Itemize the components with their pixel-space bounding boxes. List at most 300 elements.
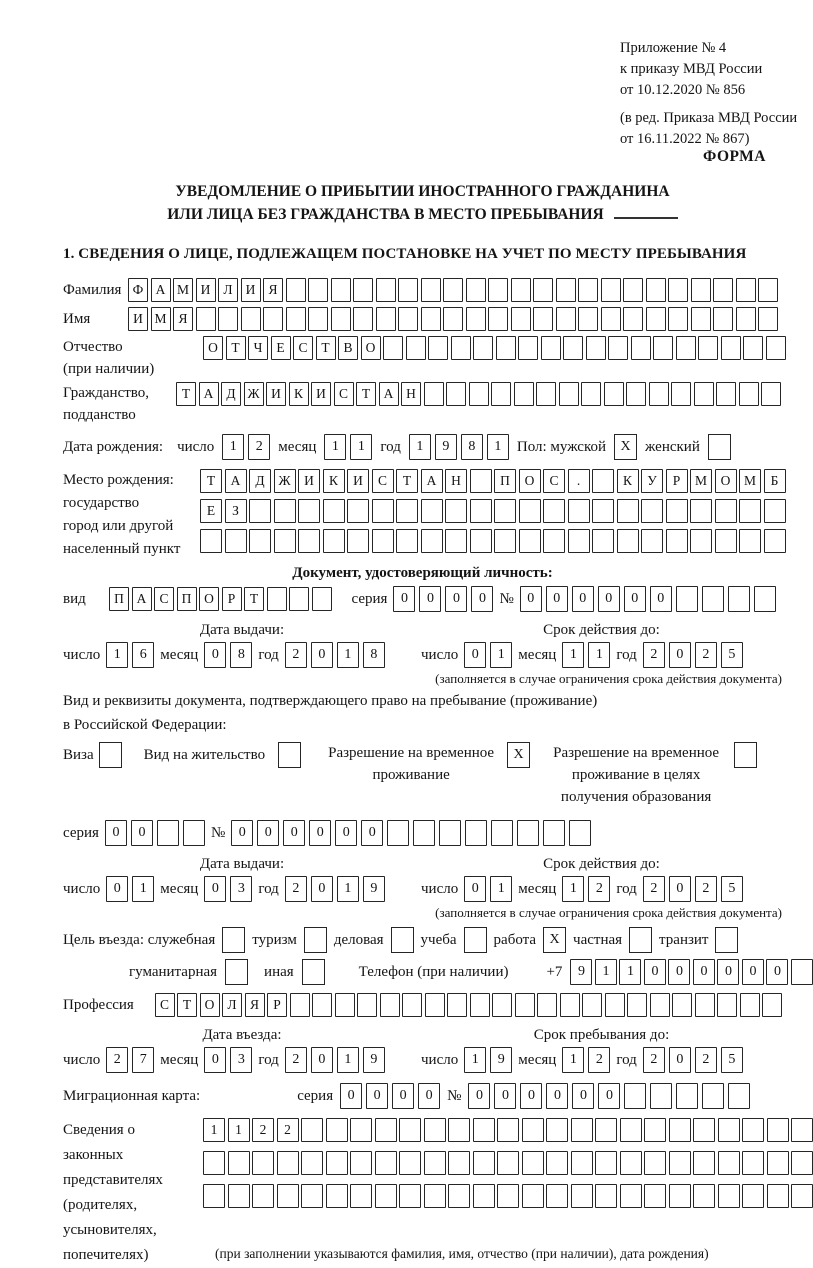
char-cell: 2: [643, 876, 665, 902]
residence-permit-label: Вид на жительство: [143, 746, 266, 763]
char-cell: 3: [230, 1047, 252, 1073]
entry-date-col: [63, 1027, 421, 1073]
year-label: год: [258, 880, 279, 897]
char-cell: 0: [335, 820, 357, 846]
profession-row: [63, 993, 782, 1017]
char-cell: О: [199, 587, 219, 611]
char-cell: [519, 529, 541, 553]
char-cell: 0: [393, 586, 415, 612]
char-cell: [298, 499, 320, 523]
char-cell: 1: [228, 1118, 250, 1142]
char-cell: [694, 382, 714, 406]
purpose-humanitarian-label: гуманитарная: [129, 963, 218, 980]
char-cell: 0: [361, 820, 383, 846]
char-cell: [595, 1118, 617, 1142]
surname-cells: [128, 278, 778, 302]
permit-valid-col: [421, 856, 782, 902]
char-cell: [511, 278, 531, 302]
char-cell: [556, 307, 576, 331]
char-cell: [357, 993, 377, 1017]
char-cell: [728, 1083, 750, 1109]
day-label: число: [421, 880, 459, 897]
char-cell: [312, 587, 332, 611]
char-cell: [546, 1118, 568, 1142]
char-cell: Д: [221, 382, 241, 406]
char-cell: 3: [230, 876, 252, 902]
year-label: год: [380, 438, 401, 455]
char-cell: [387, 820, 409, 846]
char-cell: [742, 1151, 764, 1175]
char-cell: [617, 499, 639, 523]
char-cell: [448, 1118, 470, 1142]
char-cell: Я: [173, 307, 193, 331]
char-cell: [228, 1184, 250, 1208]
char-cell: Я: [263, 278, 283, 302]
char-cell: О: [203, 336, 223, 360]
char-cell: [581, 382, 601, 406]
purpose-other-label: иная: [264, 963, 294, 980]
right-doc-line2: в Российской Федерации:: [63, 717, 227, 733]
purpose-official-checkbox: [222, 927, 245, 953]
valid-until-header: Срок действия до:: [543, 856, 660, 872]
char-cell: 2: [695, 642, 717, 668]
visa-option: [63, 742, 122, 768]
char-cell: И: [196, 278, 216, 302]
char-cell: Р: [267, 993, 287, 1017]
char-cell: [514, 382, 534, 406]
char-cell: [421, 307, 441, 331]
char-cell: [698, 336, 718, 360]
permit-issue-col: [63, 856, 421, 902]
char-cell: [758, 278, 778, 302]
sex-male-label: Пол: мужской: [516, 438, 607, 455]
char-cell: [515, 993, 535, 1017]
entry-date-header: Дата въезда:: [202, 1027, 282, 1043]
char-cell: П: [177, 587, 197, 611]
char-cell: [592, 499, 614, 523]
char-cell: [323, 529, 345, 553]
permit-type-row: [63, 742, 782, 808]
char-cell: [646, 278, 666, 302]
entry-dates-block: [63, 1027, 782, 1073]
name-row: [63, 307, 782, 331]
char-cell: 1: [409, 434, 431, 460]
year-label: год: [616, 646, 637, 663]
char-cell: [601, 307, 621, 331]
char-cell: Т: [226, 336, 246, 360]
visa-label: Виза: [63, 746, 94, 763]
temp-residence-edu-checkbox: [734, 742, 757, 768]
char-cell: 2: [277, 1118, 299, 1142]
char-cell: О: [361, 336, 381, 360]
char-cell: [522, 1118, 544, 1142]
char-cell: Ч: [248, 336, 268, 360]
char-cell: 0: [464, 642, 486, 668]
char-cell: И: [266, 382, 286, 406]
char-cell: [604, 382, 624, 406]
char-cell: [718, 1184, 740, 1208]
char-cell: С: [334, 382, 354, 406]
char-cell: [669, 1151, 691, 1175]
char-cell: [447, 993, 467, 1017]
char-cell: О: [200, 993, 220, 1017]
char-cell: [518, 336, 538, 360]
char-cell: [376, 307, 396, 331]
birth-date-label: Дата рождения:: [63, 438, 164, 455]
char-cell: 0: [418, 1083, 440, 1109]
char-cell: 2: [695, 1047, 717, 1073]
char-cell: 0: [204, 876, 226, 902]
char-cell: [791, 1118, 813, 1142]
purpose-private-checkbox: [629, 927, 652, 953]
char-cell: 1: [487, 434, 509, 460]
birth-place-cells-1: [200, 469, 786, 493]
series-label: серия: [297, 1087, 334, 1104]
char-cell: [277, 1151, 299, 1175]
char-cell: В: [338, 336, 358, 360]
char-cell: [693, 1151, 715, 1175]
char-cell: [335, 993, 355, 1017]
char-cell: [380, 993, 400, 1017]
permit-dates-block: [63, 856, 782, 902]
char-cell: П: [109, 587, 129, 611]
char-cell: Т: [396, 469, 418, 493]
phone-prefix: +7: [546, 963, 563, 980]
char-cell: 2: [643, 1047, 665, 1073]
representatives-cells-col: [203, 1118, 813, 1208]
form-title-line1: УВЕДОМЛЕНИЕ О ПРИБЫТИИ ИНОСТРАННОГО ГРАЖДАНИНА: [175, 183, 670, 200]
char-cell: [536, 382, 556, 406]
char-cell: 0: [392, 1083, 414, 1109]
day-label: число: [421, 646, 459, 663]
char-cell: [228, 1151, 250, 1175]
month-label: месяц: [160, 646, 199, 663]
permit-number-cells: [231, 820, 591, 846]
char-cell: [466, 278, 486, 302]
char-cell: Н: [401, 382, 421, 406]
char-cell: А: [199, 382, 219, 406]
phone-label: Телефон (при наличии): [358, 963, 509, 980]
id-issue-col: [63, 622, 421, 668]
char-cell: [488, 307, 508, 331]
id-kind-cells: [109, 587, 332, 611]
char-cell: 0: [445, 586, 467, 612]
representatives-note: (при заполнении указываются фамилия, имя, отчество (при наличии), дата рождения): [215, 1246, 709, 1261]
char-cell: [470, 529, 492, 553]
char-cell: 0: [572, 586, 594, 612]
profession-label: Профессия: [63, 996, 134, 1013]
day-label: число: [63, 1051, 101, 1068]
char-cell: [183, 820, 205, 846]
char-cell: [533, 307, 553, 331]
char-cell: 0: [204, 642, 226, 668]
char-cell: 2: [248, 434, 270, 460]
char-cell: [620, 1151, 642, 1175]
char-cell: [196, 307, 216, 331]
char-cell: [249, 499, 271, 523]
appendix-block: [620, 38, 797, 150]
char-cell: [543, 529, 565, 553]
birth-place-block: [63, 469, 782, 561]
char-cell: [375, 1184, 397, 1208]
representatives-cells-3: [203, 1184, 813, 1208]
char-cell: [466, 307, 486, 331]
char-cell: [559, 382, 579, 406]
visa-checkbox: [99, 742, 122, 768]
char-cell: [715, 529, 737, 553]
char-cell: [569, 820, 591, 846]
char-cell: [791, 959, 813, 985]
char-cell: [383, 336, 403, 360]
char-cell: [203, 1151, 225, 1175]
char-cell: [326, 1118, 348, 1142]
purpose-row-1: [63, 927, 782, 953]
char-cell: [326, 1184, 348, 1208]
char-cell: 1: [337, 642, 359, 668]
char-cell: [323, 499, 345, 523]
char-cell: 5: [721, 642, 743, 668]
char-cell: [758, 307, 778, 331]
char-cell: 0: [471, 586, 493, 612]
char-cell: [353, 307, 373, 331]
day-label: число: [63, 646, 101, 663]
surname-row: [63, 278, 782, 302]
char-cell: 0: [669, 1047, 691, 1073]
entry-day-cells: [106, 1047, 154, 1073]
stay-until-col: [421, 1027, 782, 1073]
char-cell: 0: [257, 820, 279, 846]
char-cell: [595, 1151, 617, 1175]
char-cell: 2: [106, 1047, 128, 1073]
char-cell: 2: [643, 642, 665, 668]
stay-month-cells: [562, 1047, 610, 1073]
char-cell: [690, 529, 712, 553]
char-cell: 8: [363, 642, 385, 668]
char-cell: 0: [572, 1083, 594, 1109]
char-cell: 1: [106, 642, 128, 668]
char-cell: 5: [721, 876, 743, 902]
char-cell: С: [543, 469, 565, 493]
char-cell: О: [519, 469, 541, 493]
char-cell: 0: [520, 1083, 542, 1109]
permit-series-row: [63, 820, 782, 846]
char-cell: 6: [132, 642, 154, 668]
char-cell: [695, 993, 715, 1017]
char-cell: 0: [105, 820, 127, 846]
profession-cells: [155, 993, 783, 1017]
char-cell: Р: [222, 587, 242, 611]
char-cell: [693, 1118, 715, 1142]
purpose-tourism-label: туризм: [252, 931, 297, 948]
char-cell: [754, 586, 776, 612]
char-cell: 0: [598, 586, 620, 612]
char-cell: [571, 1184, 593, 1208]
day-label: число: [421, 1051, 459, 1068]
id-issue-day-cells: [106, 642, 154, 668]
char-cell: 5: [721, 1047, 743, 1073]
char-cell: [608, 336, 628, 360]
char-cell: [249, 529, 271, 553]
char-cell: [446, 382, 466, 406]
char-cell: [764, 529, 786, 553]
char-cell: Т: [176, 382, 196, 406]
char-cell: [522, 1184, 544, 1208]
char-cell: 0: [717, 959, 739, 985]
char-cell: 1: [490, 642, 512, 668]
id-number-cells: [520, 586, 776, 612]
residence-permit-checkbox: [278, 742, 301, 768]
appendix-line: от 10.12.2020 № 856: [620, 82, 746, 98]
purpose-work-checkbox: X: [543, 927, 566, 953]
char-cell: 9: [570, 959, 592, 985]
purpose-study-checkbox: [464, 927, 487, 953]
char-cell: [644, 1184, 666, 1208]
char-cell: И: [241, 278, 261, 302]
citizenship-label: Гражданство, подданство: [63, 385, 150, 423]
char-cell: [469, 382, 489, 406]
char-cell: [494, 499, 516, 523]
char-cell: [448, 1184, 470, 1208]
char-cell: З: [225, 499, 247, 523]
char-cell: [399, 1118, 421, 1142]
char-cell: 0: [693, 959, 715, 985]
residence-permit-option: [144, 742, 301, 768]
char-cell: [672, 993, 692, 1017]
char-cell: [617, 529, 639, 553]
char-cell: И: [128, 307, 148, 331]
char-cell: 0: [283, 820, 305, 846]
right-doc-line1: Вид и реквизиты документа, подтверждающего право на пребывание (проживание): [63, 693, 598, 709]
entry-month-cells: [204, 1047, 252, 1073]
char-cell: К: [289, 382, 309, 406]
char-cell: 2: [285, 876, 307, 902]
char-cell: [347, 499, 369, 523]
char-cell: [718, 1118, 740, 1142]
char-cell: 0: [231, 820, 253, 846]
purpose-business-label: деловая: [333, 931, 384, 948]
name-label: Имя: [63, 310, 91, 327]
char-cell: [668, 278, 688, 302]
char-cell: 0: [309, 820, 331, 846]
form-title-line2: ИЛИ ЛИЦА БЕЗ ГРАЖДАНСТВА В МЕСТО ПРЕБЫВАНИЯ: [63, 203, 782, 226]
name-cells: [128, 307, 778, 331]
char-cell: [494, 529, 516, 553]
permit-issue-year-cells: [285, 876, 385, 902]
mc-number-cells: [468, 1083, 750, 1109]
char-cell: [739, 499, 761, 523]
char-cell: 0: [546, 586, 568, 612]
birth-place-cells-col: [200, 469, 786, 553]
char-cell: [200, 529, 222, 553]
char-cell: 1: [562, 1047, 584, 1073]
char-cell: [445, 499, 467, 523]
char-cell: [263, 307, 283, 331]
char-cell: [626, 382, 646, 406]
char-cell: [641, 499, 663, 523]
char-cell: [497, 1184, 519, 1208]
char-cell: [743, 336, 763, 360]
char-cell: [568, 529, 590, 553]
char-cell: Е: [271, 336, 291, 360]
purpose-study-label: учеба: [420, 931, 457, 948]
char-cell: [350, 1118, 372, 1142]
char-cell: 0: [669, 642, 691, 668]
char-cell: [669, 1118, 691, 1142]
year-label: год: [616, 1051, 637, 1068]
char-cell: 2: [588, 1047, 610, 1073]
citizenship-cells: [176, 382, 781, 406]
char-cell: [676, 1083, 698, 1109]
char-cell: 8: [461, 434, 483, 460]
char-cell: 9: [363, 1047, 385, 1073]
char-cell: [764, 499, 786, 523]
month-label: месяц: [160, 1051, 199, 1068]
phone-cells: [570, 959, 813, 985]
char-cell: [252, 1184, 274, 1208]
char-cell: [491, 820, 513, 846]
purpose-transit-label: транзит: [659, 931, 709, 948]
month-label: месяц: [518, 880, 557, 897]
issue-date-header: Дата выдачи:: [199, 622, 285, 638]
char-cell: [218, 307, 238, 331]
char-cell: [473, 1118, 495, 1142]
char-cell: [666, 529, 688, 553]
char-cell: [620, 1118, 642, 1142]
char-cell: [716, 382, 736, 406]
year-label: год: [616, 880, 637, 897]
char-cell: И: [347, 469, 369, 493]
char-cell: [301, 1151, 323, 1175]
char-cell: [742, 1184, 764, 1208]
char-cell: [396, 499, 418, 523]
char-cell: Я: [245, 993, 265, 1017]
char-cell: 0: [624, 586, 646, 612]
forma-label: ФОРМА: [702, 148, 766, 165]
char-cell: [473, 1151, 495, 1175]
id-series-cells: [393, 586, 493, 612]
id-valid-day-cells: [464, 642, 512, 668]
char-cell: М: [173, 278, 193, 302]
char-cell: 1: [562, 642, 584, 668]
purpose-other-checkbox: [302, 959, 325, 985]
section1-heading: 1. СВЕДЕНИЯ О ЛИЦЕ, ПОДЛЕЖАЩЕМ ПОСТАНОВКЕ НА УЧЕТ ПО МЕСТУ ПРЕБЫВАНИЯ: [63, 246, 747, 262]
char-cell: А: [225, 469, 247, 493]
char-cell: [470, 469, 492, 493]
char-cell: [736, 307, 756, 331]
char-cell: [445, 529, 467, 553]
title-blank-line: [614, 203, 678, 219]
char-cell: С: [293, 336, 313, 360]
char-cell: Т: [356, 382, 376, 406]
representatives-cells-1: [203, 1118, 813, 1142]
char-cell: [533, 278, 553, 302]
char-cell: [308, 307, 328, 331]
char-cell: [443, 278, 463, 302]
birth-place-cells-3: [200, 529, 786, 553]
char-cell: 1: [350, 434, 372, 460]
char-cell: .: [568, 469, 590, 493]
char-cell: [241, 307, 261, 331]
char-cell: [623, 278, 643, 302]
char-cell: [439, 820, 461, 846]
char-cell: [595, 1184, 617, 1208]
char-cell: [546, 1184, 568, 1208]
char-cell: [713, 278, 733, 302]
char-cell: [571, 1151, 593, 1175]
char-cell: [641, 529, 663, 553]
id-valid-month-cells: [562, 642, 610, 668]
char-cell: [713, 307, 733, 331]
